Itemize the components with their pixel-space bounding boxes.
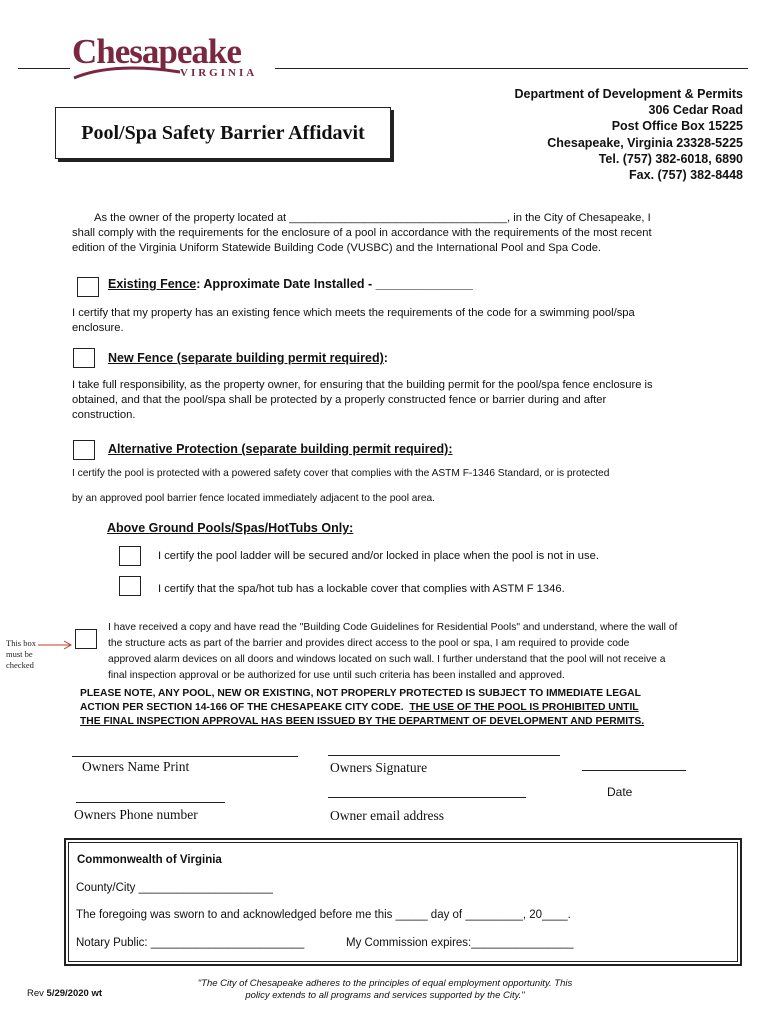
existing-fence-heading: Existing Fence: Approximate Date Installed - ______________ [108, 277, 473, 291]
affidavit-title-box [55, 107, 391, 159]
owner-name-label: Owners Name Print [82, 759, 190, 774]
existing-fence-checkbox[interactable] [77, 277, 99, 297]
logo-subtitle: VIRGINIA [180, 67, 258, 79]
equal-opportunity-statement: "The City of Chesapeake adheres to the principles of equal employment opportunity. This policy extends to all programs and services supported by the City." [197, 978, 573, 1001]
date-label: Date [607, 785, 633, 799]
new-fence-heading: New Fence (separate building permit required): [108, 351, 388, 365]
owner-signature-line[interactable] [328, 755, 560, 756]
page-title: Pool/Spa Safety Barrier Affidavit [81, 121, 365, 144]
intro-paragraph [72, 211, 742, 256]
header-rule-left [18, 68, 70, 69]
revision-label: Rev 5/29/2020 wt [27, 988, 103, 999]
existing-fence-text: I certify that my property has an existing fence which meets the requirements of the code for a swimming pool/spa enclosure. [72, 307, 635, 334]
new-fence-checkbox[interactable] [73, 348, 95, 368]
alternative-protection-heading: Alternative Protection (separate building permit required): [108, 442, 453, 456]
above-ground-heading: Above Ground Pools/Spas/HotTubs Only: [107, 521, 354, 535]
intro-line: shall comply with the requirements for the enclosure of a pool in accordance with the requirements of the most recent [72, 227, 652, 239]
address-line: Fax. (757) 382-8448 [629, 168, 743, 183]
notary-heading: Commonwealth of Virginia [77, 854, 222, 866]
address-line: Chesapeake, Virginia 23328-5225 [547, 135, 743, 150]
owner-email-label: Owner email address [330, 808, 444, 823]
logo-wordmark: Chesapeake [72, 32, 241, 71]
intro-line: As the owner of the property located at ___________________________________, in the City of Chesapeake, I [94, 212, 651, 224]
intro-line: edition of the Virginia Uniform Statewide Building Code (VUSBC) and the International Pool and Spa Code. [72, 242, 602, 254]
header-rule-right [275, 68, 748, 69]
notary-sworn: The foregoing was sworn to and acknowledged before me this _____ day of _________, 20____. [76, 909, 571, 921]
logo-swoosh [72, 62, 182, 82]
pool-ladder-checkbox[interactable] [119, 546, 141, 566]
address-line: Tel. (757) 382-6018, 6890 [598, 151, 743, 166]
address-line: Department of Development & Permits [514, 87, 743, 101]
owner-phone-line[interactable] [76, 802, 225, 803]
owner-signature-label: Owners Signature [330, 760, 428, 775]
spa-cover-text: I certify that the spa/hot tub has a lockable cover that complies with ASTM F 1346. [158, 583, 565, 595]
notary-county: County/City _____________________ [76, 882, 273, 894]
required-box-note: This box must be checked [6, 638, 36, 670]
date-line[interactable] [582, 770, 686, 771]
arrow-right-icon [38, 640, 74, 650]
owner-email-line[interactable] [328, 797, 526, 798]
pool-ladder-text: I certify the pool ladder will be secured and/or locked in place when the pool is not in use. [158, 550, 599, 562]
chesapeake-logo [72, 34, 272, 82]
address-line: Post Office Box 15225 [611, 119, 743, 134]
notary-public: Notary Public: ________________________ [76, 937, 305, 949]
alternative-protection-checkbox[interactable] [73, 440, 95, 460]
guidelines-checkbox[interactable] [75, 629, 97, 649]
new-fence-text: I take full responsibility, as the property owner, for ensuring that the building permit for the pool/spa fence enclosure is obtained, and that the pool/spa shall be protected by a properly constructed fence or barrier during and after construction. [72, 379, 653, 421]
guidelines-text: I have received a copy and have read the "Building Code Guidelines for Residential Pools" and understand, where the wall of the structure acts as part of the barrier and provides direct access to the pool or spa, I am required to provide code approved alarm devices on all doors and windows located on such wall. I further understand that the pool will not receive a final inspection approval or be authorized for use until such criteria has been installed and approved. [108, 622, 678, 681]
spa-cover-checkbox[interactable] [119, 576, 141, 596]
owner-phone-label: Owners Phone number [74, 807, 198, 822]
notice-line-2: ACTION PER SECTION 14-166 OF THE CHESAPEAKE CITY CODE. THE USE OF THE POOL IS PROHIBITED UNTIL [80, 702, 639, 713]
legal-notice: PLEASE NOTE, ANY POOL, NEW OR EXISTING, NOT PROPERLY PROTECTED IS SUBJECT TO IMMEDIATE LEGAL ACTION PER SECTION 14-166 OF THE CHESAPEAKE CITY CODE. THE USE OF THE POOL IS PROHIBITED UNTIL THE FINAL INSPECTION APPROVAL HAS BEEN ISSUED BY THE DEPARTMENT OF DEVELOPMENT AND PERMITS. [80, 688, 645, 727]
owner-name-line[interactable] [72, 756, 298, 757]
notary-commission: My Commission expires:________________ [346, 937, 574, 949]
alternative-protection-text: I certify the pool is protected with a powered safety cover that complies with the ASTM F-1346 Standard, or is protected by an approved pool barrier fence located immediately adjacent to the pool area. [72, 468, 610, 504]
address-line: 306 Cedar Road [648, 103, 743, 118]
department-address [514, 86, 743, 183]
